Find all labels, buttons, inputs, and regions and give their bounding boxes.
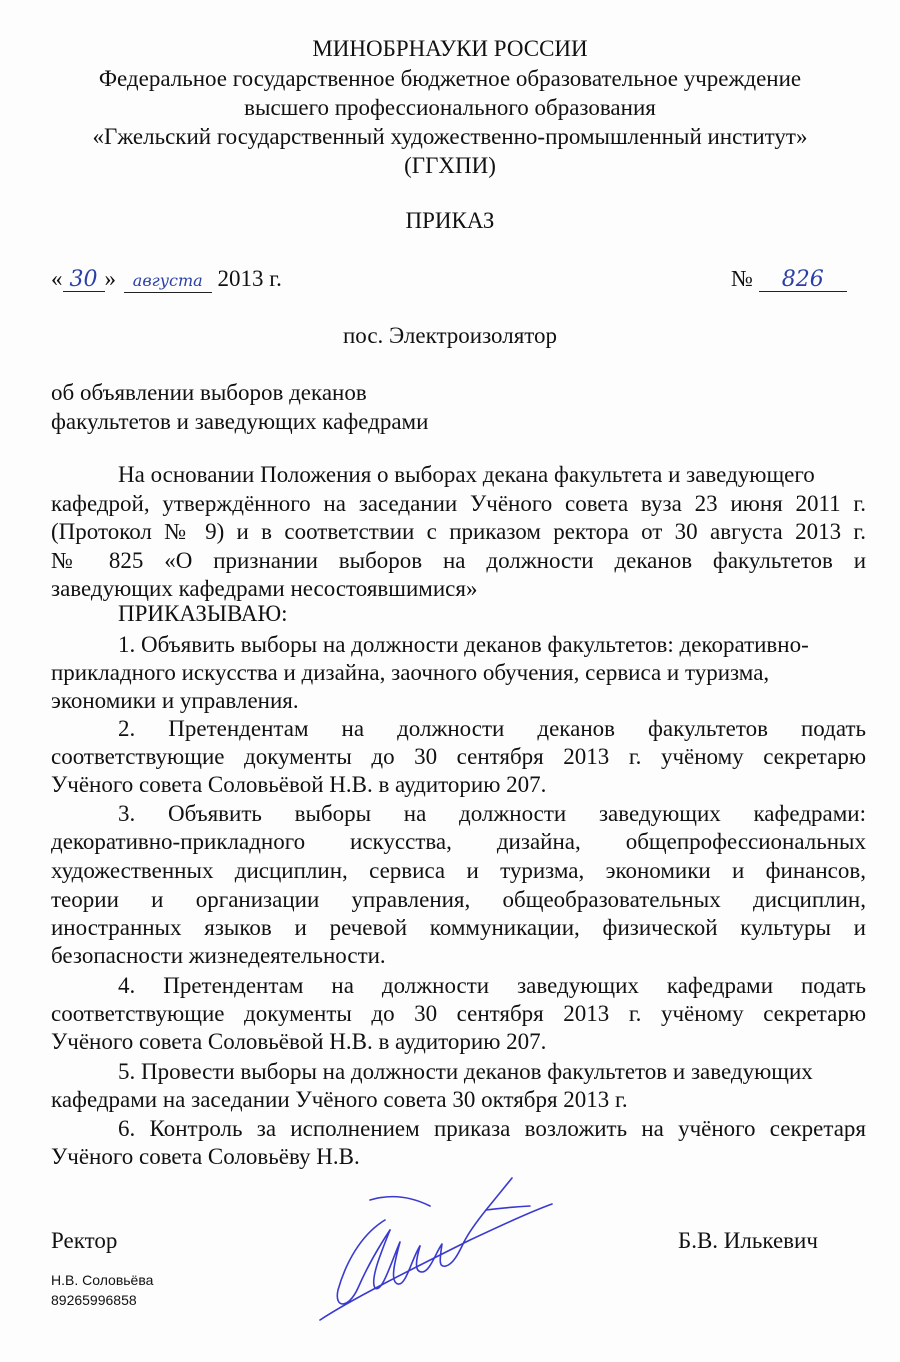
org-line-3: «Гжельский государственный художественно-промышленный институт» — [92, 124, 808, 149]
date-month-handwritten: августа — [132, 271, 203, 290]
subject-line-2: факультетов и заведующих кафедрами — [51, 409, 429, 434]
date-day-handwritten: 30 — [69, 267, 98, 292]
order-word: ПРИКАЗЫВАЮ: — [118, 601, 288, 626]
signatory-title: Ректор — [51, 1228, 118, 1253]
order-item-line: Учёного совета Соловьёвой Н.В. в аудиторию 207. — [51, 772, 547, 797]
order-item-line: художественных дисциплин, сервиса и туризма, экономики и финансов, — [51, 858, 866, 883]
order-number — [731, 266, 847, 292]
preamble-line: кафедрой, утверждённого на заседании Учёного совета вуза 23 июня 2011 г. — [51, 491, 866, 516]
date-open-quote: « — [51, 266, 63, 291]
order-date — [51, 266, 282, 293]
signatory-name: Б.В. Илькевич — [678, 1228, 818, 1253]
executor-phone: 89265996858 — [51, 1292, 137, 1308]
preamble-line: заведующих кафедрами несостоявшимися» — [51, 576, 478, 601]
document-type-title: ПРИКАЗ — [405, 208, 495, 233]
preamble-line: (Протокол № 9) и в соответствии с приказом ректора от 30 августа 2013 г. — [51, 519, 866, 544]
order-item-line: иностранных языков и речевой коммуникации, физической культуры и — [51, 915, 866, 940]
date-month-field — [124, 268, 212, 293]
org-line-1: Федеральное государственное бюджетное образовательное учреждение — [98, 66, 802, 91]
order-item-line: безопасности жизнедеятельности. — [51, 943, 386, 968]
order-item-line: кафедрами на заседании Учёного совета 30 октября 2013 г. — [51, 1087, 628, 1112]
order-item-line: 4. Претендентам на должности заведующих кафедрами подать — [118, 973, 866, 998]
org-abbreviation: (ГГХПИ) — [404, 153, 496, 178]
subject-line-1: об объявлении выборов деканов — [51, 380, 367, 405]
date-close-quote: » — [104, 266, 116, 291]
number-handwritten: 826 — [781, 267, 824, 292]
order-item-line: соответствующие документы до 30 сентября 2013 г. учёному секретарю — [51, 1001, 866, 1026]
number-field — [759, 268, 847, 292]
number-label: № — [731, 266, 753, 291]
order-item-line: 1. Объявить выборы на должности деканов факультетов: декоративно- — [118, 632, 809, 657]
order-item-line: 6. Контроль за исполнением приказа возложить на учёного секретаря — [118, 1116, 866, 1141]
executor-name: Н.В. Соловьёва — [51, 1272, 154, 1288]
order-item-line: 3. Объявить выборы на должности заведующих кафедрами: — [118, 801, 866, 826]
order-item-line: соответствующие документы до 30 сентября 2013 г. учёному секретарю — [51, 744, 866, 769]
preamble-line: № 825 «О признании выборов на должности деканов факультетов и — [51, 548, 866, 573]
order-item-line: декоративно-прикладного искусства, дизайна, общепрофессиональных — [51, 829, 866, 854]
date-day-field — [63, 268, 105, 292]
order-item-line: прикладного искусства и дизайна, заочного обучения, сервиса и туризма, — [51, 660, 770, 685]
order-item-line: 2. Претендентам на должности деканов факультетов подать — [118, 716, 866, 741]
date-year: 2013 г. — [217, 266, 282, 291]
ministry-name: МИНОБРНАУКИ РОССИИ — [312, 36, 588, 61]
place-of-issue: пос. Электроизолятор — [342, 323, 558, 348]
org-line-2: высшего профессионального образования — [244, 95, 656, 120]
handwritten-signature — [290, 1160, 570, 1330]
order-item-line: Учёного совета Соловьёвой Н.В. в аудиторию 207. — [51, 1029, 547, 1054]
order-item-line: Учёного совета Соловьёву Н.В. — [51, 1144, 360, 1169]
preamble-line: На основании Положения о выборах декана факультета и заведующего — [118, 462, 815, 487]
order-item-line: теории и организации управления, общеобразовательных дисциплин, — [51, 887, 866, 912]
order-item-line: экономики и управления. — [51, 688, 299, 713]
order-item-line: 5. Провести выборы на должности деканов факультетов и заведующих — [118, 1059, 813, 1084]
